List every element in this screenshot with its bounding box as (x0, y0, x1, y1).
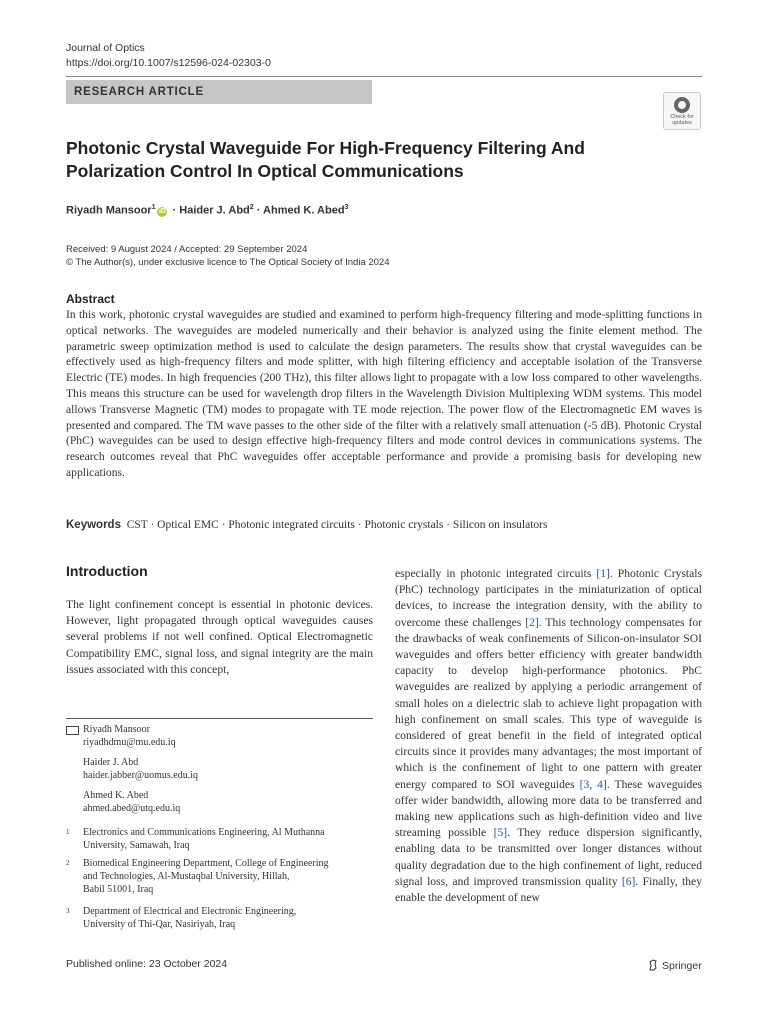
affiliation-2 (66, 857, 373, 896)
header-rule (66, 76, 702, 77)
author-sep: · (169, 204, 180, 217)
citation-link[interactable]: [6] (621, 874, 636, 888)
intro-text: . They reduce dispersion significantly, enabling data to be transmitted over longer distances without quality degradation due to the high confinement of light, reduced signal loss, and improved transmission quality (395, 826, 702, 888)
correspondence-entry (83, 756, 373, 782)
intro-text: especially in photonic integrated circuits (395, 567, 597, 580)
section-heading-introduction: Introduction (66, 563, 148, 579)
author-2-affil: 2 (249, 204, 254, 211)
citation-link[interactable]: [3, 4] (579, 777, 607, 791)
affil-number: 3 (66, 907, 70, 915)
affil-line: and Technologies, Al-Mustaqbal University, Hillah, (83, 871, 290, 882)
affil-number: 2 (66, 859, 70, 867)
published-date: Published online: 23 October 2024 (66, 958, 228, 970)
intro-text: . This technology compensates for the drawbacks of weak confinements of Silicon-on-insulator SOI waveguides and offers better efficiency with greater bandwidth capacity to develop high-performance photonics. PhC waveguides are realized by applying a periodic arrangement of small holes on a dielectric slab to achieve light propagation with high confinement on small scales. This type of waveguide is considered of great benefit in the field of integrated optical circuits since it provides many advantages; the most important of which is the confinement of light to one pattern with greater energy compared to SOI waveguides (395, 615, 702, 791)
intro-text: . Finally, they enable the development of new (395, 874, 702, 905)
intro-column-2 (395, 566, 702, 906)
received-accepted: Received: 9 August 2024 / Accepted: 29 September 2024 (66, 244, 308, 255)
intro-text: . These waveguides offer wider bandwidth, allowing more data to be transferred and making new applications such as high-definition video and live streaming possible (395, 777, 702, 840)
title-line-1: Photonic Crystal Waveguide For High-Frequency Filtering And (66, 138, 585, 158)
intro-column-1: The light confinement concept is essential in photonic devices. However, light propagated through optical waveguides causes several problems if not well confined. Optical Electromagnetic Compatibility EMC, signal loss, and signal integrity are the main issues associated with this concept, (66, 598, 373, 676)
author-2[interactable]: Haider J. Abd (179, 204, 250, 217)
correspondence-entry (83, 789, 373, 815)
corr-email[interactable]: riyadhdmu@mu.edu.iq (83, 737, 176, 748)
corr-name: Ahmed K. Abed (83, 790, 149, 801)
publisher-mark (648, 959, 702, 972)
affil-line: Electronics and Communications Engineering, Al Muthanna (83, 827, 325, 838)
footnote-rule (66, 718, 373, 719)
affil-line: Babil 51001, Iraq (83, 884, 154, 895)
author-list (66, 204, 348, 217)
keywords-label: Keywords (66, 519, 121, 531)
correspondence-block (66, 723, 373, 822)
envelope-icon (66, 726, 79, 735)
article-dates (66, 243, 390, 269)
citation-link[interactable]: [1] (596, 567, 610, 580)
affil-line: Biomedical Engineering Department, College of Engineering (83, 858, 329, 869)
badge-line2: updates (672, 120, 692, 126)
update-icon (674, 97, 690, 113)
intro-text: . Photonic Crystals (PhC) technology participates in the miniaturization of optical devices, to increase the integration density, with the ability to overcome these challenges (395, 567, 702, 629)
author-3[interactable]: Ahmed K. Abed (263, 204, 345, 217)
keywords (66, 519, 547, 531)
author-1-affil: 1 (151, 204, 156, 211)
affil-line: Department of Electrical and Electronic Engineering, (83, 906, 297, 917)
springer-horse-icon (648, 959, 658, 971)
publisher-name: Springer (662, 960, 702, 972)
journal-name: Journal of Optics (66, 42, 145, 54)
journal-header (66, 41, 271, 71)
orcid-icon[interactable]: iD (158, 207, 166, 215)
copyright-notice: © The Author(s), under exclusive licence to The Optical Society of India 2024 (66, 257, 390, 268)
affil-line: University of Thi-Qar, Nasiriyah, Iraq (83, 919, 236, 930)
author-sep: · (253, 204, 264, 217)
correspondence-entry (66, 723, 373, 749)
affil-number: 1 (66, 828, 70, 836)
corr-name: Riyadh Mansoor (83, 724, 150, 735)
keywords-list: CST · Optical EMC · Photonic integrated circuits · Photonic crystals · Silicon on insulators (126, 519, 548, 531)
author-1[interactable]: Riyadh Mansoor (66, 204, 152, 217)
corr-name: Haider J. Abd (83, 757, 139, 768)
author-3-affil: 3 (344, 204, 349, 211)
affiliation-1 (66, 826, 373, 852)
citation-link[interactable]: [2] (525, 615, 539, 629)
title-line-2: Polarization Control In Optical Communications (66, 161, 464, 181)
affiliation-3 (66, 905, 373, 931)
abstract-heading: Abstract (66, 292, 115, 306)
citation-link[interactable]: [5] (493, 826, 508, 840)
corr-email[interactable]: haider.jabber@uomus.edu.iq (83, 770, 199, 781)
article-title (66, 137, 686, 183)
corr-email[interactable]: ahmed.abed@utq.edu.iq (83, 803, 181, 814)
badge-line1: Check for (670, 114, 694, 120)
affil-line: University, Samawah, Iraq (83, 840, 190, 851)
abstract-text: In this work, photonic crystal waveguides are studied and examined to perform high-frequency filtering and mode-splitting functions in optical networks. The waveguides are modeled numerically and their behavior is analyzed using the finite element method. The parametric sweep optimization method is used to calculate the design parameters. The results show that crystal waveguides can be effectively used as high-frequency filters and mode splitter, with high filtering efficiency and acceptable isolation of the Transverse Electric (TE) modes. In high frequencies (200 THz), this filter allows light to propagate with a low loss compared to other wavelengths. This means this structure can be used for wavelength drop filters in the Wavelength Division Multiplexing WDM systems. This model allows Transverse Magnetic (TM) modes to propagate with TE mode rejection. The power flow of the Electromagnetic EM waves is presented and compared. The TM wave passes to the other side of the filter with a relatively small attenuation (-5 dB). Photonic Crystal (PhC) waveguides can be used to design effective high-frequency filters and mode control devices in communications systems. The research outcomes reveal that PhC waveguides offer acceptable performance and provide a promising basis for developing new applications. (66, 308, 702, 479)
check-for-updates-badge[interactable] (663, 92, 701, 130)
doi-link[interactable]: https://doi.org/10.1007/s12596-024-02303-0 (66, 57, 271, 69)
article-type-banner: RESEARCH ARTICLE (66, 80, 372, 104)
